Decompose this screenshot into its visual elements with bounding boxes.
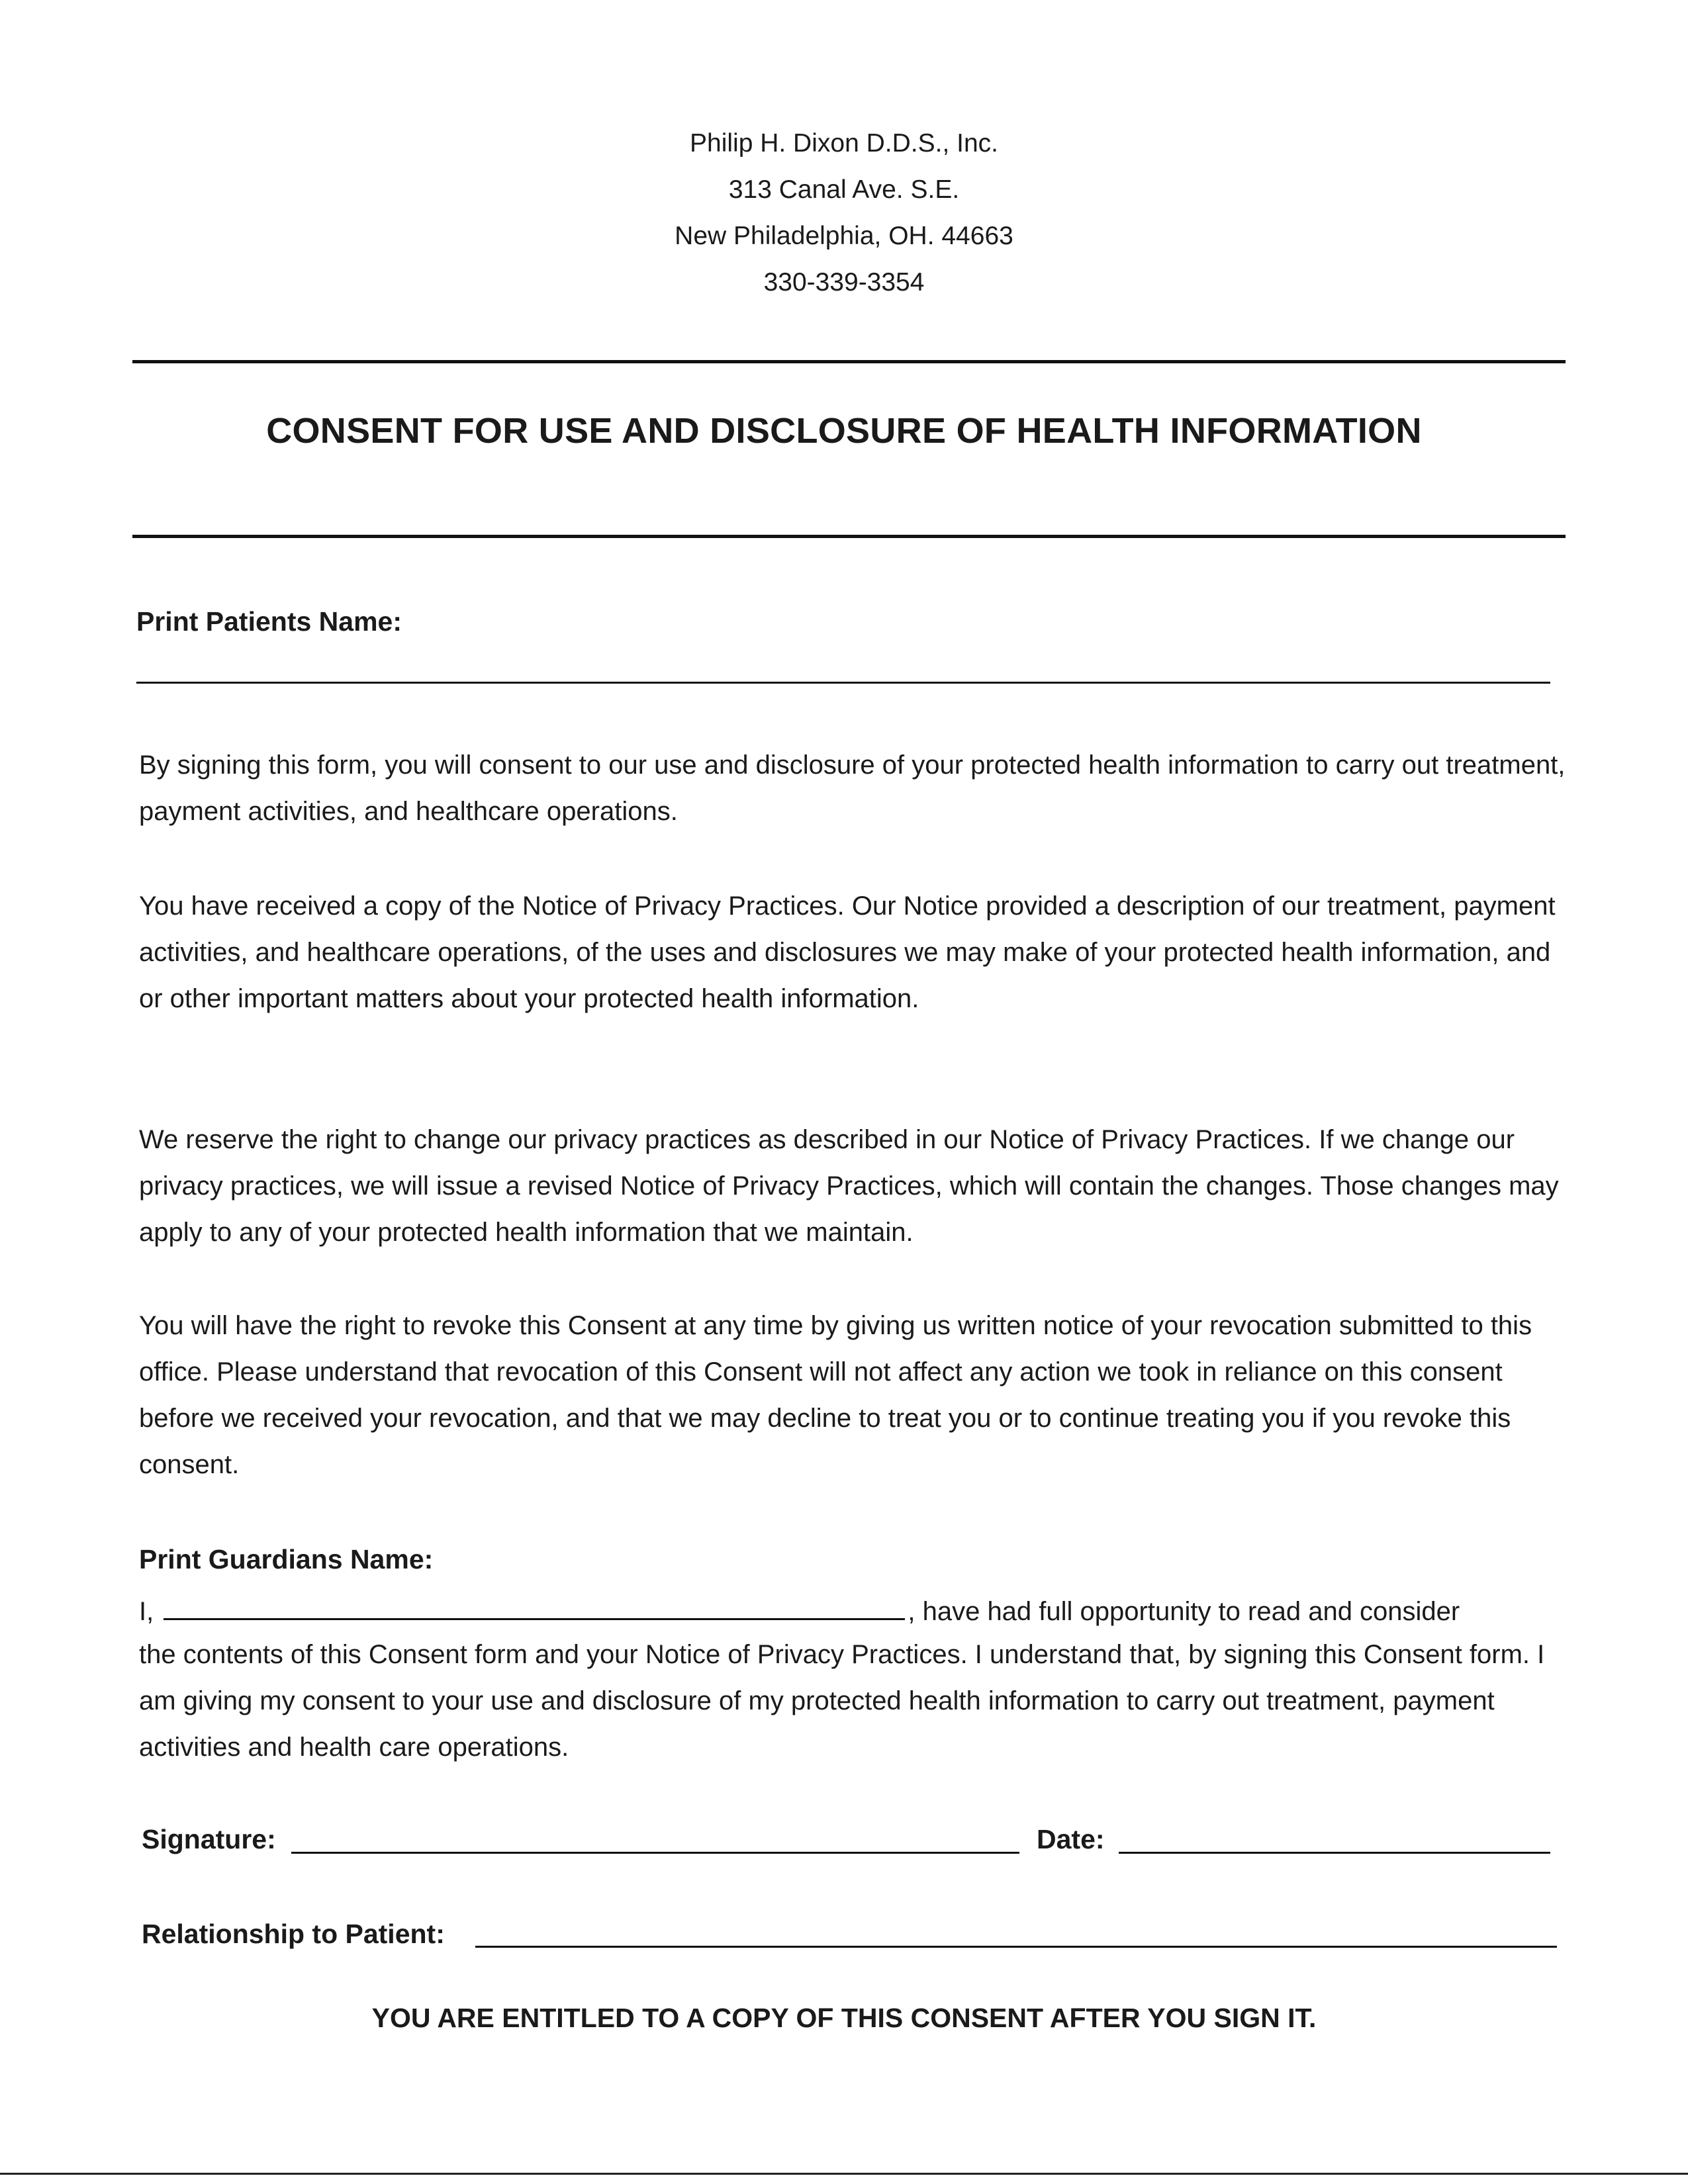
signature-label: Signature: bbox=[142, 1824, 276, 1854]
guardian-name-label: Print Guardians Name: bbox=[139, 1544, 434, 1574]
guardian-name-field[interactable] bbox=[164, 1592, 905, 1620]
date-field[interactable] bbox=[1119, 1852, 1550, 1854]
paragraph-text: By signing this form, you will consent to our use and disclosure of your protected health information to carry out treatment, payment activities, and healthcare operations. bbox=[139, 751, 1566, 826]
signature-field[interactable] bbox=[291, 1852, 1019, 1854]
form-title: CONSENT FOR USE AND DISCLOSURE OF HEALTH INFORMATION bbox=[266, 411, 1422, 451]
practice-street: 313 Canal Ave. S.E. bbox=[728, 175, 960, 204]
relationship-field[interactable] bbox=[475, 1946, 1557, 1948]
practice-header bbox=[0, 120, 1688, 306]
paragraph-text: You will have the right to revoke this Consent at any time by giving us written notice of your revocation submitted to this office. Please understand that revocation of this Consent will not affect any action we took in reliance on this consent before we received your revocation, and that we may decline to treat you or to continue treating you if you revoke this consent. bbox=[139, 1311, 1532, 1479]
header-divider bbox=[132, 360, 1566, 363]
paragraph-text: the contents of this Consent form and your Notice of Privacy Practices. I understand that, by signing this Consent form. I am giving my consent to your use and disclosure of my protected health information to carry out treatment, payment activities and health care operations. bbox=[139, 1640, 1545, 1762]
guardian-suffix: , have had full opportunity to read and consider bbox=[908, 1597, 1460, 1626]
practice-name: Philip H. Dixon D.D.S., Inc. bbox=[690, 129, 998, 158]
consent-paragraph-2 bbox=[139, 883, 1575, 1022]
patient-name-field[interactable] bbox=[136, 682, 1550, 684]
page-bottom-edge bbox=[0, 2173, 1688, 2175]
patient-name-label: Print Patients Name: bbox=[136, 606, 402, 637]
practice-phone: 330-339-3354 bbox=[763, 268, 925, 296]
practice-city: New Philadelphia, OH. 44663 bbox=[675, 222, 1013, 250]
date-label: Date: bbox=[1037, 1824, 1105, 1854]
consent-paragraph-3 bbox=[139, 1116, 1575, 1255]
paragraph-text: You have received a copy of the Notice of Privacy Practices. Our Notice provided a description of our treatment, payment activities, and healthcare operations, of the uses and disclosures we may make of your protected health information, and or other important matters about your protected health information. bbox=[139, 891, 1556, 1013]
paragraph-text: We reserve the right to change our privacy practices as described in our Notice of Privacy Practices. If we change our privacy practices, we will issue a revised Notice of Privacy Practices, which will contain the changes. Those changes may apply to any of your protected health information that we maintain. bbox=[139, 1125, 1559, 1247]
guardian-prefix: I, bbox=[139, 1597, 154, 1626]
consent-paragraph-1 bbox=[139, 742, 1575, 835]
guardian-statement-line bbox=[139, 1588, 1460, 1635]
relationship-label: Relationship to Patient: bbox=[142, 1919, 445, 1949]
copy-entitlement-notice: YOU ARE ENTITLED TO A COPY OF THIS CONSENT AFTER YOU SIGN IT. bbox=[371, 2003, 1317, 2033]
title-divider bbox=[132, 535, 1566, 538]
guardian-statement-continuation bbox=[139, 1631, 1575, 1770]
consent-paragraph-4 bbox=[139, 1302, 1575, 1488]
